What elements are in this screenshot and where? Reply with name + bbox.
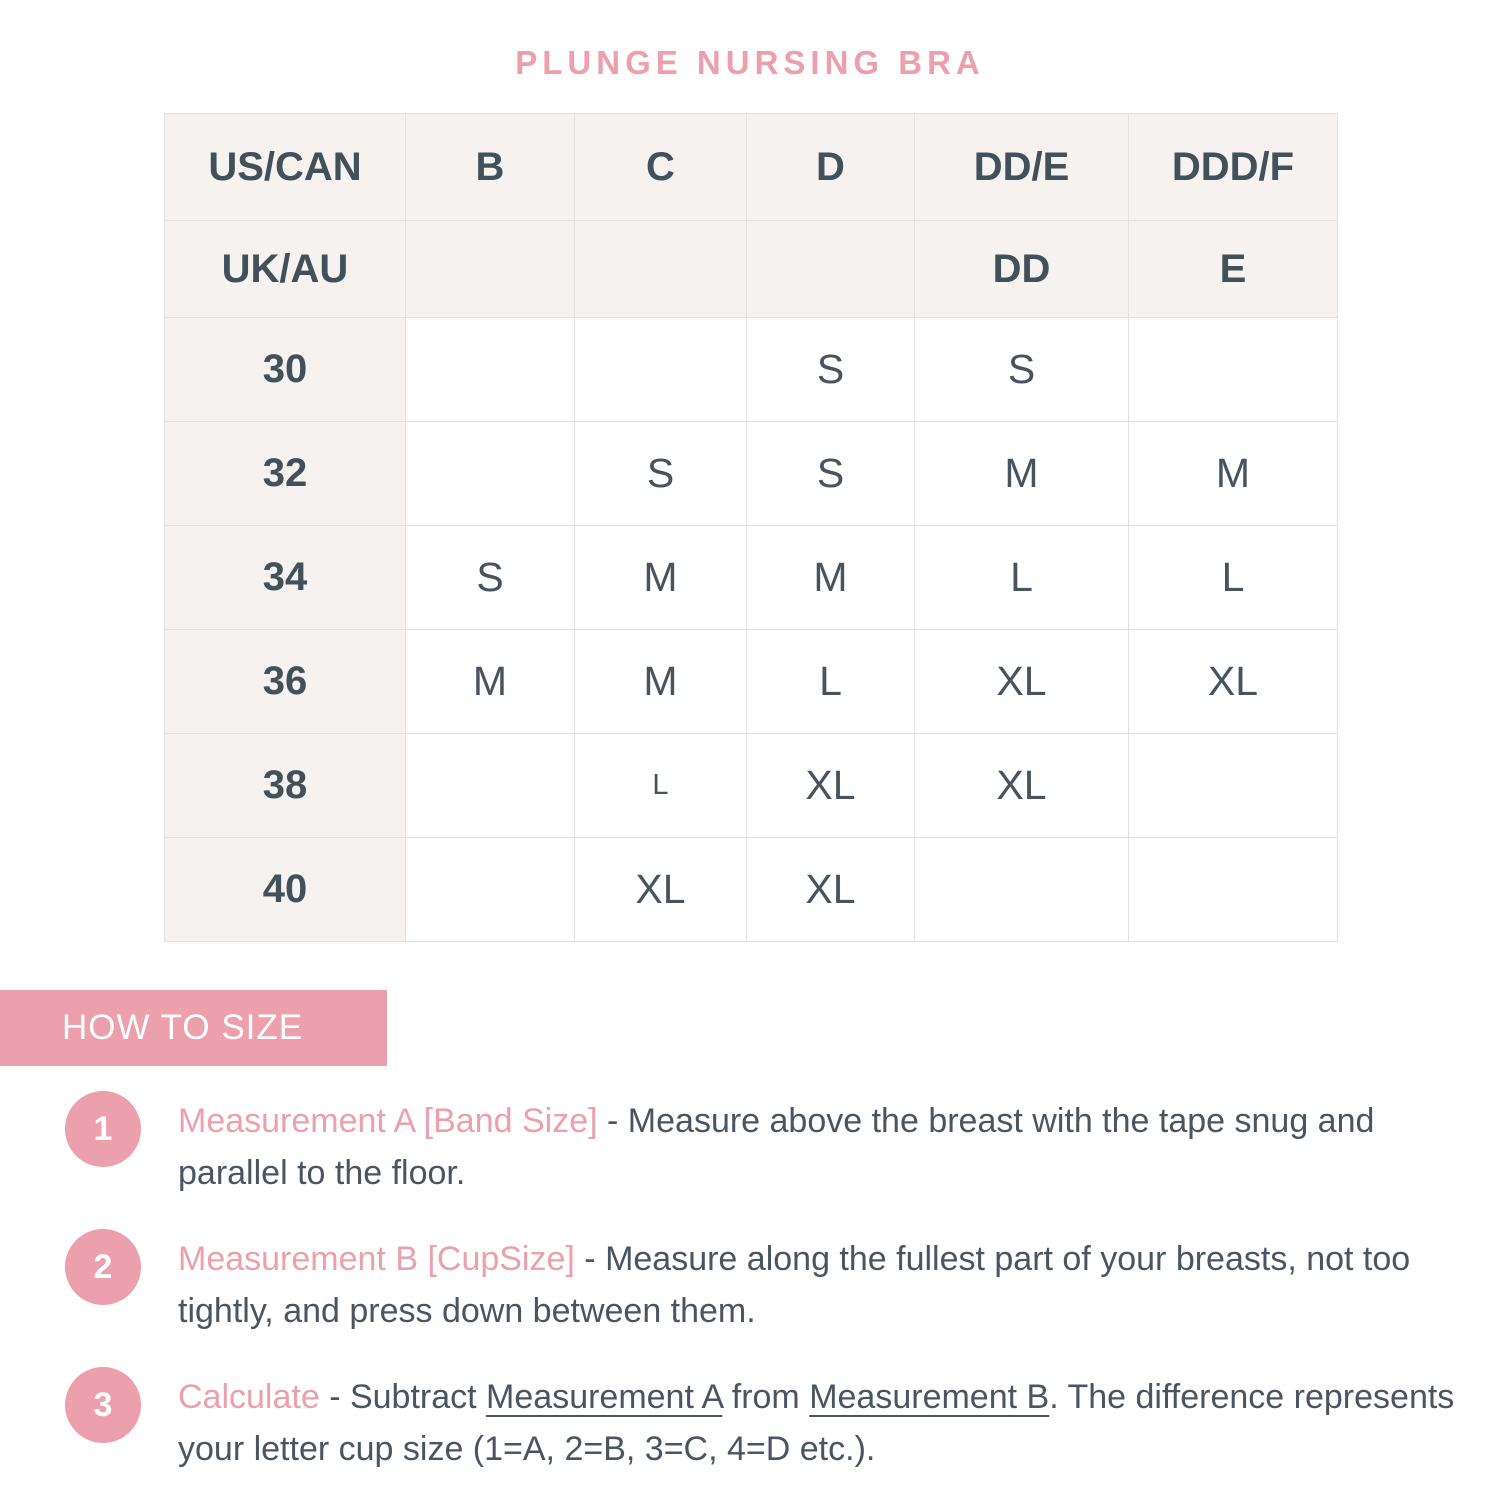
size-cell: M xyxy=(1129,422,1338,526)
column-header-cup: DD/E xyxy=(915,114,1129,221)
region-label-us-can: US/CAN xyxy=(165,114,406,221)
size-cell: XL xyxy=(747,838,915,942)
how-to-size-heading: HOW TO SIZE xyxy=(0,990,387,1066)
step-number-badge: 3 xyxy=(65,1367,141,1443)
column-header-cup: C xyxy=(575,114,747,221)
size-cell xyxy=(1129,838,1338,942)
sizing-step-1 xyxy=(65,1095,1485,1199)
step-body: Measure above the breast with the tape snug and parallel to the floor. xyxy=(178,1102,1375,1192)
size-cell xyxy=(406,422,575,526)
size-cell: M xyxy=(915,422,1129,526)
column-header-cup-uk xyxy=(406,221,575,318)
table-row xyxy=(165,318,1338,422)
size-cell: S xyxy=(915,318,1129,422)
size-cell: S xyxy=(406,526,575,630)
table-row xyxy=(165,734,1338,838)
size-cell: XL xyxy=(575,838,747,942)
step-label: Measurement B [CupSize] xyxy=(178,1240,575,1278)
size-cell xyxy=(575,318,747,422)
size-cell xyxy=(915,838,1129,942)
sizing-steps xyxy=(65,1095,1485,1500)
size-cell xyxy=(1129,734,1338,838)
size-cell xyxy=(1129,318,1338,422)
size-cell: M xyxy=(406,630,575,734)
step-number-badge: 1 xyxy=(65,1091,141,1167)
table-header-row-us xyxy=(165,114,1338,221)
band-size-cell: 30 xyxy=(165,318,406,422)
size-cell: XL xyxy=(915,630,1129,734)
sizing-step-3 xyxy=(65,1371,1485,1475)
table-row xyxy=(165,630,1338,734)
column-header-cup-uk: E xyxy=(1129,221,1338,318)
step-dash: - xyxy=(574,1240,606,1278)
size-cell: S xyxy=(747,318,915,422)
sizing-step-2 xyxy=(65,1233,1485,1337)
size-cell: XL xyxy=(1129,630,1338,734)
size-cell: XL xyxy=(747,734,915,838)
step-label: Measurement A [Band Size] xyxy=(178,1102,598,1140)
size-cell xyxy=(406,318,575,422)
step-label: Calculate xyxy=(178,1378,320,1416)
size-cell: S xyxy=(575,422,747,526)
size-cell: M xyxy=(575,526,747,630)
column-header-cup: B xyxy=(406,114,575,221)
size-cell: M xyxy=(747,526,915,630)
band-size-cell: 38 xyxy=(165,734,406,838)
band-size-cell: 36 xyxy=(165,630,406,734)
column-header-cup-uk: DD xyxy=(915,221,1129,318)
band-size-cell: 40 xyxy=(165,838,406,942)
step-body-prefix: Subtract xyxy=(349,1378,487,1416)
table-header-row-uk xyxy=(165,221,1338,318)
size-cell: L xyxy=(575,734,747,838)
step-text xyxy=(178,1233,1463,1337)
column-header-cup: DDD/F xyxy=(1129,114,1338,221)
step-body-mid: from xyxy=(722,1378,810,1416)
column-header-cup: D xyxy=(747,114,915,221)
size-cell: M xyxy=(575,630,747,734)
table-row xyxy=(165,526,1338,630)
band-size-cell: 34 xyxy=(165,526,406,630)
page-title: PLUNGE NURSING BRA xyxy=(515,44,985,81)
measurement-a-ref: Measurement A xyxy=(486,1378,723,1416)
size-cell xyxy=(406,734,575,838)
step-body: Measure along the fullest part of your breasts, not too tightly, and press down between them. xyxy=(178,1240,1411,1330)
step-number-badge: 2 xyxy=(65,1229,141,1305)
size-cell xyxy=(406,838,575,942)
column-header-cup-uk xyxy=(575,221,747,318)
column-header-cup-uk xyxy=(747,221,915,318)
step-body-suffix: . The difference represents your letter cup size (1=A, 2=B, 3=C, 4=D etc.). xyxy=(178,1378,1455,1468)
size-cell: S xyxy=(747,422,915,526)
step-text xyxy=(178,1095,1463,1199)
size-chart-table xyxy=(164,113,1338,942)
band-size-cell: 32 xyxy=(165,422,406,526)
size-cell: L xyxy=(915,526,1129,630)
step-text xyxy=(178,1371,1463,1475)
size-cell: L xyxy=(747,630,915,734)
measurement-b-ref: Measurement B xyxy=(809,1378,1050,1416)
size-cell: L xyxy=(1129,526,1338,630)
step-dash: - xyxy=(597,1102,628,1140)
step-dash: - xyxy=(319,1378,350,1416)
region-label-uk-au: UK/AU xyxy=(165,221,406,318)
table-row xyxy=(165,838,1338,942)
size-cell: XL xyxy=(915,734,1129,838)
table-row xyxy=(165,422,1338,526)
